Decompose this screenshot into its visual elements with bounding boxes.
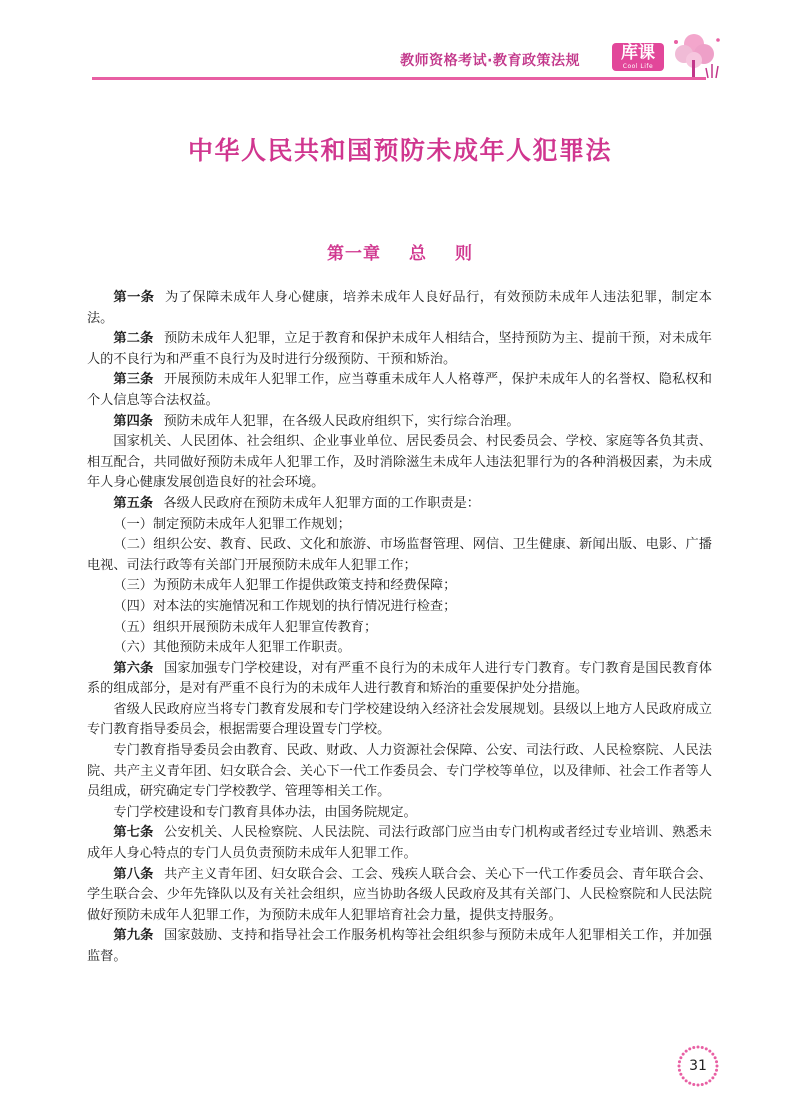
- paragraph-text: 国家加强专门学校建设，对有严重不良行为的未成年人进行专门教育。专门教育是国民教育体系的组成部分，是对有严重不良行为的未成年人进行教育和矫治的重要保护处分措施。: [87, 660, 712, 697]
- paragraph-text: 专门学校建设和专门教育具体办法，由国务院规定。: [113, 804, 417, 820]
- paragraph-text: 预防未成年人犯罪，在各级人民政府组织下，实行综合治理。: [163, 413, 520, 429]
- header-rule: [92, 77, 706, 80]
- body-text: [87, 288, 712, 968]
- paragraph-text: （六）其他预防未成年人犯罪工作职责。: [113, 640, 351, 656]
- body-paragraph: [87, 329, 712, 370]
- paragraph-text: 共产主义青年团、妇女联合会、工会、残疾人联合会、关心下一代工作委员会、青年联合会、学生联合会、少年先锋队以及有关社会组织，应当协助各级人民政府及其有关部门、人民检察院和人民法院做好预防未成年人犯罪工作，为预防未成年人犯罪培育社会力量，提供支持服务。: [87, 866, 712, 923]
- paragraph-text: （一）制定预防未成年人犯罪工作规划；: [113, 516, 351, 532]
- article-label: 第九条: [113, 928, 154, 944]
- article-label: 第一条: [113, 290, 155, 305]
- paragraph-text: （四）对本法的实施情况和工作规划的执行情况进行检查；: [113, 598, 457, 614]
- body-paragraph: [87, 823, 712, 864]
- article-label: 第三条: [113, 372, 154, 388]
- chapter-heading: [0, 239, 800, 264]
- body-paragraph: [87, 803, 712, 824]
- article-label: 第二条: [113, 331, 154, 347]
- body-paragraph: [87, 926, 712, 967]
- logo-sub-text: Cool Life: [622, 63, 654, 70]
- paragraph-text: 预防未成年人犯罪，立足于教育和保护未成年人相结合，坚持预防为主、提前干预，对未成年人的不良行为和严重不良行为及时进行分级预防、干预和矫治。: [87, 331, 712, 367]
- body-paragraph: [87, 288, 712, 329]
- body-paragraph: [87, 412, 712, 433]
- body-paragraph: [87, 576, 712, 597]
- body-paragraph: [87, 700, 712, 741]
- body-paragraph: [87, 741, 712, 803]
- article-label: 第五条: [113, 495, 153, 511]
- paragraph-text: （三）为预防未成年人犯罪工作提供政策支持和经费保障；: [113, 578, 457, 594]
- page-number-badge: [676, 1044, 720, 1088]
- header-subtitle: 教师资格考试·教育政策法规: [400, 53, 580, 69]
- paragraph-text: 国家鼓励、支持和指导社会工作服务机构等社会组织参与预防未成年人犯罪相关工作，并加强监督。: [87, 928, 712, 964]
- article-label: 第六条: [113, 660, 154, 676]
- body-paragraph: [87, 535, 712, 576]
- chapter-name-first: 总: [409, 244, 427, 264]
- chapter-name-second: 则: [455, 244, 473, 264]
- body-paragraph: [87, 638, 712, 659]
- paragraph-text: （五）组织开展预防未成年人犯罪宣传教育；: [113, 619, 378, 635]
- body-paragraph: [87, 865, 712, 927]
- article-label: 第八条: [113, 866, 154, 882]
- tree-decoration-icon: [668, 30, 728, 82]
- paragraph-text: 各级人民政府在预防未成年人犯罪方面的工作职责是：: [163, 495, 480, 511]
- body-paragraph: [87, 597, 712, 618]
- body-paragraph: [87, 659, 712, 700]
- article-label: 第四条: [113, 413, 153, 429]
- chapter-number: 第一章: [327, 244, 381, 264]
- document-title: 中华人民共和国预防未成年人犯罪法: [187, 136, 612, 165]
- body-paragraph: [87, 370, 712, 411]
- paragraph-text: （二）组织公安、教育、民政、文化和旅游、市场监督管理、网信、卫生健康、新闻出版、电影、广播电视、司法行政等有关部门开展预防未成年人犯罪工作；: [87, 537, 712, 573]
- body-paragraph: [87, 515, 712, 536]
- page-number: 31: [689, 1058, 707, 1074]
- paragraph-text: 开展预防未成年人犯罪工作，应当尊重未成年人人格尊严，保护未成年人的名誉权、隐私权和个人信息等合法权益。: [87, 372, 712, 408]
- paragraph-text: 国家机关、人民团体、社会组织、企业事业单位、居民委员会、村民委员会、学校、家庭等各负其责、相互配合，共同做好预防未成年人犯罪工作，及时消除滋生未成年人违法犯罪行为的各种消极因素，为未成年人身心健康发展创造良好的社会环境。: [87, 434, 712, 491]
- paragraph-text: 公安机关、人民检察院、人民法院、司法行政部门应当由专门机构或者经过专业培训、熟悉未成年人身心特点的专门人员负责预防未成年人犯罪工作。: [87, 825, 712, 862]
- logo-main-text: 库课: [621, 43, 655, 63]
- body-paragraph: [87, 494, 712, 515]
- paragraph-text: 专门教育指导委员会由教育、民政、财政、人力资源社会保障、公安、司法行政、人民检察院、人民法院、共产主义青年团、妇女联合会、关心下一代工作委员会、专门学校等单位，以及律师、社会工作者等人员组成，研究确定专门学校教学、管理等相关工作。: [87, 743, 712, 800]
- paragraph-text: 为了保障未成年人身心健康，培养未成年人良好品行，有效预防未成年人违法犯罪，制定本法。: [87, 290, 712, 326]
- article-label: 第七条: [113, 825, 154, 841]
- publisher-logo: [612, 43, 664, 71]
- body-paragraph: [87, 432, 712, 494]
- paragraph-text: 省级人民政府应当将专门教育发展和专门学校建设纳入经济社会发展规划。县级以上地方人民政府成立专门教育指导委员会，根据需要合理设置专门学校。: [87, 701, 712, 738]
- body-paragraph: [87, 618, 712, 639]
